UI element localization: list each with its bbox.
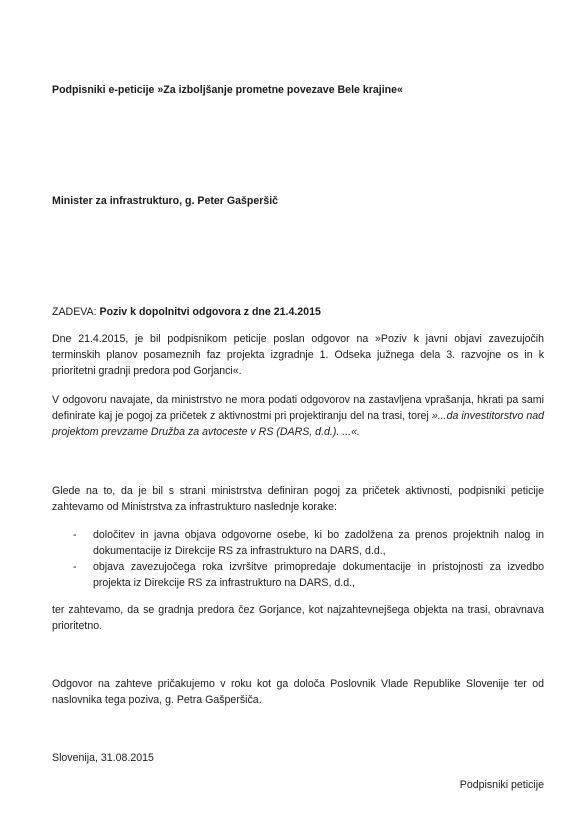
signature: Podpisniki peticije (459, 779, 544, 791)
list-item-text: določitev in javna objava odgovorne osebe, ki bo zadolžena za prenos projektnih nalog in dokumentacije iz Direkcije RS za infrastrukturo na DARS, d.d., (93, 529, 544, 557)
recipient-line: Minister za infrastrukturo, g. Peter Gašperšič (52, 195, 279, 207)
subject-text: Poziv k dopolnitvi odgovora z dne 21.4.2015 (99, 306, 321, 318)
list-item-text: objava zavezujočega roka izvršitve primopredaje dokumentacije in pristojnosti za izvedbo projekta iz Direkcije RS za infrastrukturo na DARS, d.d., (93, 561, 544, 589)
paragraph-3: Glede na to, da je bil s strani ministrstva definiran pogoj za pričetek aktivnosti, podpisniki peticije zahtevamo od Ministrstva za infrastrukturo naslednje korake: (52, 485, 544, 513)
subject-line (52, 304, 544, 320)
list-item (73, 527, 544, 559)
bullet-dash: - (73, 529, 77, 541)
place-date: Slovenija, 31.08.2015 (52, 752, 154, 764)
paragraph-1: Dne 21.4.2015, je bil podpisnikom peticije poslan odgovor na »Poziv k javni objavi zavezujočih terminskih planov posameznih faz projekta izgradnje 1. Odseka južnega dela 3. razvojne os in k prioritetni gradnji predora pod Gorjanci«. (52, 333, 544, 377)
paragraph-2 (52, 392, 544, 440)
bullet-dash: - (73, 561, 77, 573)
paragraph-5: Odgovor na zahteve pričakujemo v roku kot ga določa Poslovnik Vlade Republike Slovenije ter od naslovnika tega poziva, g. Petra Gašperšiča. (52, 678, 544, 706)
requirements-list (73, 527, 544, 591)
paragraph-4: ter zahtevamo, da se gradnja predora čez Gorjance, kot najzahtevnejšega objekta na trasi, obravnava prioritetno. (52, 604, 544, 632)
sender-line: Podpisniki e-peticije »Za izboljšanje prometne povezave Bele krajine« (52, 84, 403, 96)
paragraph-2-text: V odgovoru navajate, da ministrstvo ne mora podati odgovorov na zastavljena vprašanja, hkrati pa sami definirate kaj je pogoj za pričetek z aktivnostmi pri projektiranju del na trasi, torej (52, 394, 544, 422)
paragraph-2-quote: »...da investitorstvo nad projektom prevzame Družba za avtoceste v RS (DARS, d.d.). ...«. (52, 410, 544, 438)
subject-label: ZADEVA: (52, 306, 97, 318)
list-item (73, 559, 544, 591)
